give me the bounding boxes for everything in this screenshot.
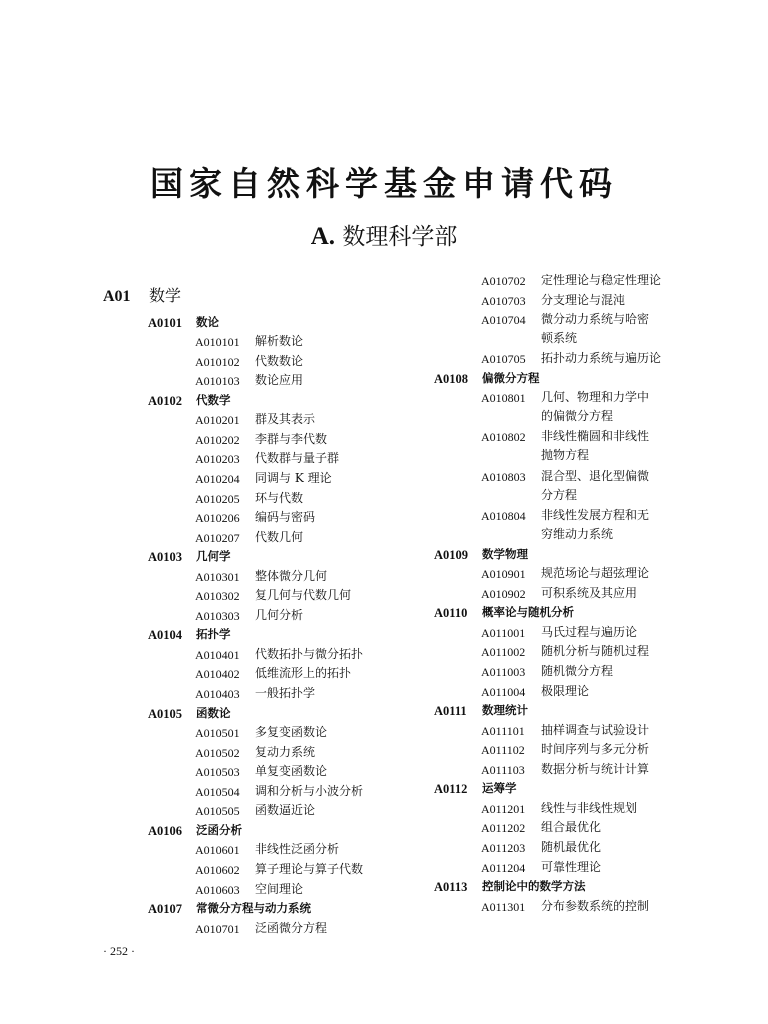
entry-name: 控制论中的数学方法 bbox=[482, 879, 586, 894]
code-entry-level-3 bbox=[481, 799, 638, 819]
entry-name: 混合型、退化型偏微分方程 bbox=[541, 468, 650, 502]
entry-name: 几何学 bbox=[196, 549, 231, 564]
code-entry-level-3 bbox=[195, 743, 316, 763]
entry-name: 几何、物理和力学中的偏微分方程 bbox=[541, 390, 650, 424]
entry-name: 概率论与随机分析 bbox=[482, 605, 574, 620]
code-entry-level-2 bbox=[148, 625, 231, 645]
entry-code: A010702 bbox=[481, 274, 526, 288]
entry-code: A010704 bbox=[481, 313, 526, 328]
entry-code: A010804 bbox=[481, 508, 526, 523]
entry-name: 单复变函数论 bbox=[255, 764, 328, 779]
entry-name: 函数逼近论 bbox=[255, 803, 316, 818]
entry-name: 数理统计 bbox=[482, 703, 528, 718]
code-entry-level-3 bbox=[195, 880, 304, 900]
entry-name: 随机微分方程 bbox=[541, 664, 614, 678]
code-entry-level-3 bbox=[195, 586, 352, 606]
entry-name: 分布参数系统的控制 bbox=[541, 898, 650, 913]
entry-name: 随机分析与随机过程 bbox=[541, 644, 650, 659]
entry-code: A0112 bbox=[434, 782, 468, 797]
entry-code: A011001 bbox=[481, 625, 526, 640]
entry-code: A0102 bbox=[148, 393, 183, 408]
entry-code: A010403 bbox=[195, 687, 240, 701]
code-entry-level-3 bbox=[195, 332, 304, 352]
entry-code: A011002 bbox=[481, 645, 526, 660]
entry-name: 整体微分几何 bbox=[255, 568, 328, 583]
code-entry-level-3 bbox=[481, 427, 650, 463]
entry-name: 群及其表示 bbox=[255, 412, 316, 427]
entry-name: 非线性椭圆和非线性抛物方程 bbox=[541, 429, 650, 463]
entry-code: A011201 bbox=[481, 801, 526, 816]
code-entry-level-2 bbox=[148, 899, 311, 919]
entry-code: A011301 bbox=[481, 899, 526, 914]
entry-code: A010402 bbox=[195, 667, 240, 682]
code-entry-level-3 bbox=[195, 352, 304, 372]
code-entry-level-2 bbox=[148, 821, 242, 841]
code-entry-level-2 bbox=[148, 313, 219, 333]
code-entry-level-3 bbox=[481, 623, 638, 643]
code-entry-level-3 bbox=[481, 740, 650, 760]
entry-name: 数学物理 bbox=[482, 546, 528, 561]
entry-name: 复几何与代数几何 bbox=[255, 588, 352, 603]
entry-name: 解析数论 bbox=[255, 334, 304, 349]
code-entry-level-2 bbox=[434, 603, 574, 623]
entry-name: 调和分析与小波分析 bbox=[255, 783, 364, 798]
entry-name: 代数拓扑与微分拓扑 bbox=[255, 646, 364, 661]
entry-code: A010801 bbox=[481, 391, 526, 406]
entry-name: 同调与 K 理论 bbox=[255, 470, 332, 485]
entry-name: 算子理论与算子代数 bbox=[255, 861, 364, 876]
entry-name: 函数论 bbox=[196, 705, 231, 720]
entry-name: 拓扑动力系统与遍历论 bbox=[541, 351, 662, 366]
entry-code: A010203 bbox=[195, 452, 240, 467]
page-number: · 252 · bbox=[103, 944, 135, 958]
entry-name: 代数学 bbox=[196, 392, 231, 407]
entry-name: 非线性泛函分析 bbox=[255, 842, 340, 857]
entry-name: 偏微分方程 bbox=[482, 370, 540, 385]
entry-name: 马氏过程与遍历论 bbox=[541, 624, 638, 639]
entry-name: 线性与非线性规划 bbox=[541, 800, 638, 815]
entry-name: 常微分方程与动力系统 bbox=[196, 901, 311, 916]
entry-name: 运筹学 bbox=[482, 781, 517, 796]
code-entry-level-2 bbox=[434, 545, 528, 565]
entry-code: A010803 bbox=[481, 469, 526, 484]
entry-code: A010901 bbox=[481, 567, 526, 582]
code-entry-level-2 bbox=[434, 701, 528, 721]
entry-code: A011103 bbox=[481, 762, 525, 777]
section-code: A. bbox=[310, 223, 335, 250]
code-entry-level-2 bbox=[434, 369, 540, 389]
code-entry-level-2 bbox=[148, 704, 231, 724]
code-entry-level-3 bbox=[481, 388, 650, 424]
code-entry-level-3 bbox=[481, 642, 650, 662]
entry-code: A0111 bbox=[434, 704, 467, 719]
code-entry-level-3 bbox=[195, 762, 328, 782]
entry-name: 时间序列与多元分析 bbox=[541, 742, 650, 757]
entry-code: A0105 bbox=[148, 706, 183, 721]
code-entry-level-3 bbox=[195, 664, 352, 684]
entry-code: A0106 bbox=[148, 823, 183, 838]
entry-code: A0101 bbox=[148, 315, 183, 330]
entry-name: 分支理论与混沌 bbox=[541, 292, 626, 307]
code-entry-level-3 bbox=[481, 467, 650, 502]
entry-code: A011101 bbox=[481, 723, 525, 738]
code-entry-level-3 bbox=[481, 310, 650, 346]
entry-code: A0108 bbox=[434, 371, 469, 386]
entry-code: A010201 bbox=[195, 413, 240, 428]
entry-name: 泛函微分方程 bbox=[255, 920, 328, 935]
code-entry-level-1 bbox=[103, 286, 182, 306]
code-entry-level-3 bbox=[195, 782, 364, 802]
entry-name: 代数数论 bbox=[255, 353, 304, 368]
entry-code: A011202 bbox=[481, 821, 526, 836]
code-entry-level-3 bbox=[481, 682, 590, 702]
code-entry-level-3 bbox=[195, 528, 304, 548]
entry-name: 可积系统及其应用 bbox=[541, 585, 638, 600]
code-entry-level-3 bbox=[195, 801, 316, 821]
entry-name: 非线性发展方程和无穷维动力系统 bbox=[541, 507, 650, 541]
entry-code: A0104 bbox=[148, 628, 183, 643]
code-entry-level-3 bbox=[195, 860, 364, 880]
code-entry-level-3 bbox=[481, 818, 602, 838]
entry-code: A011203 bbox=[481, 840, 526, 855]
entry-code: A010505 bbox=[195, 804, 240, 819]
code-entry-level-3 bbox=[195, 840, 340, 860]
entry-code: A010301 bbox=[195, 569, 240, 584]
entry-code: A010705 bbox=[481, 352, 526, 367]
entry-code: A010501 bbox=[195, 726, 240, 741]
entry-name: 低维流形上的拓扑 bbox=[255, 666, 352, 681]
entry-name: 可靠性理论 bbox=[541, 859, 602, 874]
code-entry-level-3 bbox=[481, 564, 650, 584]
entry-code: A011204 bbox=[481, 860, 526, 875]
entry-name: 抽样调查与试验设计 bbox=[541, 722, 650, 737]
entry-code: A01 bbox=[103, 288, 131, 305]
entry-name: 数论应用 bbox=[255, 373, 304, 388]
code-entry-level-3 bbox=[481, 584, 638, 604]
entry-code: A010102 bbox=[195, 354, 240, 369]
entry-code: A010204 bbox=[195, 471, 240, 486]
code-entry-level-3 bbox=[481, 838, 602, 858]
code-entry-level-3 bbox=[481, 760, 650, 780]
code-entry-level-3 bbox=[481, 662, 614, 682]
code-entry-level-3 bbox=[195, 489, 304, 509]
entry-code: A010205 bbox=[195, 491, 240, 506]
entry-name: 极限理论 bbox=[541, 683, 590, 698]
entry-code: A011102 bbox=[481, 743, 525, 758]
entry-name: 随机最优化 bbox=[541, 839, 602, 854]
entry-name: 规范场论与超弦理论 bbox=[541, 566, 650, 581]
entry-code: A010401 bbox=[195, 647, 240, 662]
document-title: 国家自然科学基金申请代码 bbox=[150, 164, 618, 203]
entry-name: 空间理论 bbox=[255, 881, 304, 896]
entry-name: 微分动力系统与哈密顿系统 bbox=[541, 312, 650, 346]
code-entry-level-3 bbox=[481, 897, 650, 917]
entry-code: A0103 bbox=[148, 550, 183, 565]
entry-code: A010202 bbox=[195, 432, 240, 447]
code-entry-level-3 bbox=[481, 291, 626, 311]
entry-name: 数学 bbox=[149, 286, 182, 305]
entry-code: A010701 bbox=[195, 921, 240, 936]
entry-name: 编码与密码 bbox=[255, 510, 316, 525]
entry-code: A0110 bbox=[434, 606, 468, 621]
code-entry-level-3 bbox=[195, 645, 364, 665]
code-entry-level-3 bbox=[195, 723, 328, 743]
entry-code: A010103 bbox=[195, 374, 240, 389]
entry-code: A010504 bbox=[195, 784, 240, 799]
entry-code: A010206 bbox=[195, 511, 240, 526]
code-entry-level-3 bbox=[195, 684, 316, 704]
entry-code: A010602 bbox=[195, 862, 240, 877]
entry-name: 几何分析 bbox=[255, 607, 304, 622]
code-entry-level-3 bbox=[481, 858, 602, 878]
entry-code: A010603 bbox=[195, 882, 240, 897]
entry-name: 组合最优化 bbox=[541, 820, 602, 835]
entry-name: 一般拓扑学 bbox=[255, 686, 316, 700]
entry-name: 数论 bbox=[196, 314, 219, 329]
entry-code: A010601 bbox=[195, 843, 240, 858]
code-entry-level-3 bbox=[481, 721, 650, 741]
entry-code: A0113 bbox=[434, 880, 468, 895]
code-entry-level-3 bbox=[195, 919, 328, 939]
code-entry-level-3 bbox=[195, 606, 304, 626]
code-entry-level-2 bbox=[434, 779, 517, 799]
entry-name: 代数群与量子群 bbox=[255, 451, 340, 466]
entry-code: A010207 bbox=[195, 530, 240, 545]
code-entry-level-3 bbox=[481, 506, 650, 541]
entry-code: A011003 bbox=[481, 665, 526, 679]
entry-name: 泛函分析 bbox=[196, 822, 242, 837]
entry-name: 定性理论与稳定性理论 bbox=[541, 273, 662, 287]
code-entry-level-3 bbox=[481, 349, 662, 369]
entry-code: A010302 bbox=[195, 589, 240, 604]
entry-name: 环与代数 bbox=[255, 490, 304, 505]
entry-code: A0109 bbox=[434, 547, 469, 562]
section-title bbox=[0, 218, 768, 251]
entry-name: 代数几何 bbox=[255, 529, 304, 544]
entry-name: 多复变函数论 bbox=[255, 725, 328, 740]
entry-name: 李群与李代数 bbox=[255, 431, 328, 446]
code-entry-level-3 bbox=[195, 371, 304, 391]
entry-code: A010502 bbox=[195, 745, 240, 760]
code-entry-level-3 bbox=[481, 271, 662, 291]
code-entry-level-2 bbox=[148, 391, 231, 411]
code-entry-level-3 bbox=[195, 410, 316, 430]
entry-name: 拓扑学 bbox=[196, 627, 231, 642]
entry-code: A010902 bbox=[481, 586, 526, 601]
entry-code: A011004 bbox=[481, 684, 526, 699]
entry-code: A010503 bbox=[195, 765, 240, 780]
code-entry-level-3 bbox=[195, 567, 328, 587]
entry-code: A010303 bbox=[195, 608, 240, 623]
entry-code: A0107 bbox=[148, 902, 183, 917]
entry-code: A010802 bbox=[481, 430, 526, 445]
code-entry-level-2 bbox=[148, 547, 231, 567]
code-entry-level-2 bbox=[434, 877, 586, 897]
code-entry-level-3 bbox=[195, 430, 328, 450]
entry-name: 数据分析与统计计算 bbox=[541, 761, 650, 776]
code-entry-level-3 bbox=[195, 508, 316, 528]
entry-name: 复动力系统 bbox=[255, 744, 316, 759]
entry-code: A010703 bbox=[481, 293, 526, 308]
code-entry-level-3 bbox=[195, 469, 332, 489]
code-entry-level-3 bbox=[195, 449, 340, 469]
entry-code: A010101 bbox=[195, 335, 240, 350]
section-name: 数理科学部 bbox=[342, 224, 458, 250]
